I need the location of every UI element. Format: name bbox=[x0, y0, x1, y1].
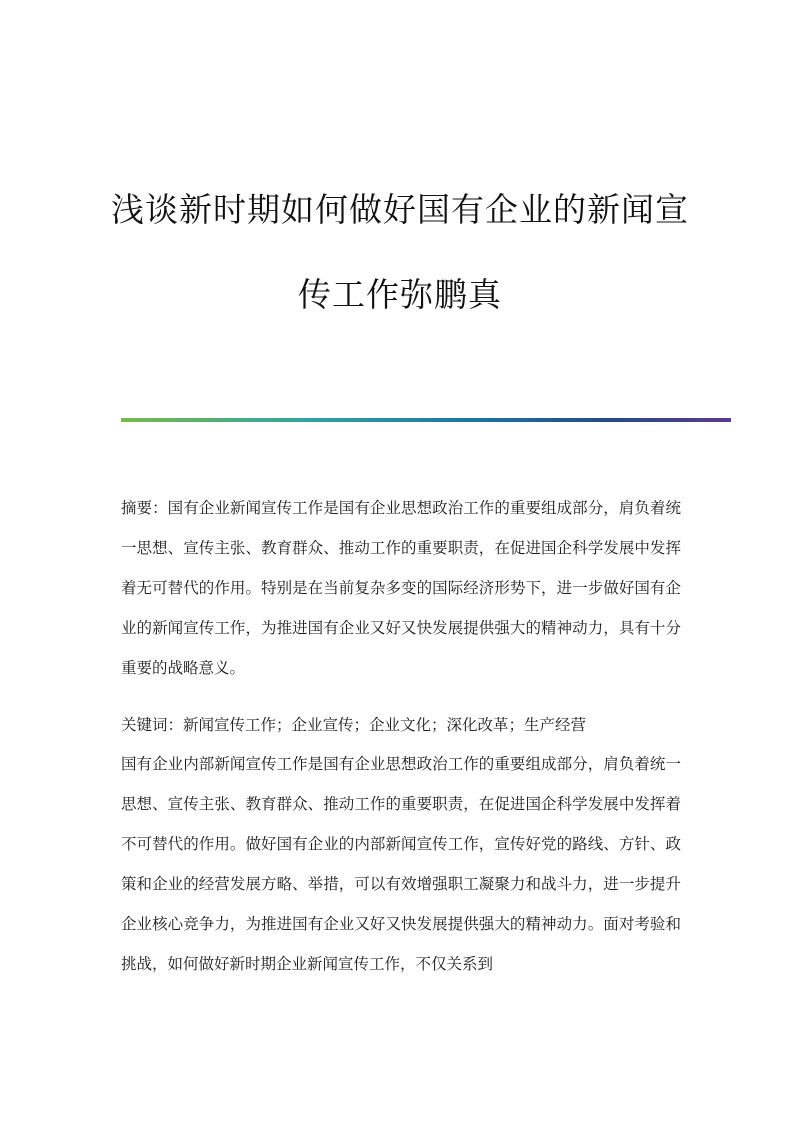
abstract-label: 摘要： bbox=[121, 499, 168, 517]
keywords-text: 新闻宣传工作；企业宣传；企业文化；深化改革；生产经营 bbox=[183, 716, 587, 734]
body-paragraph: 国有企业内部新闻宣传工作是国有企业思想政治工作的重要组成部分，肩负着统一思想、宣传主张、教育群众、推动工作的重要职责，在促进国企科学发展中发挥着不可替代的作用。做好国有企业的内部新闻宣传工作，宣传好党的路线、方针、政策和企业的经营发展方略、举措，可以有效增强职工凝聚力和战斗力，进一步提升企业核心竞争力，为推进国有企业又好又快发展提供强大的精神动力。面对考验和挑战，如何做好新时期企业新闻宣传工作，不仅关系到 bbox=[121, 755, 681, 973]
keywords-label: 关键词： bbox=[121, 716, 184, 734]
abstract-text: 国有企业新闻宣传工作是国有企业思想政治工作的重要组成部分，肩负着统一思想、宣传主张、教育群众、推动工作的重要职责，在促进国企科学发展中发挥着无可替代的作用。特别是在当前复杂多变的国际经济形势下，进一步做好国有企业的新闻宣传工作，为推进国有企业又好又快发展提供强大的精神动力，具有十分重要的战略意义。 bbox=[121, 499, 681, 677]
title-divider bbox=[121, 418, 731, 422]
abstract bbox=[121, 488, 681, 688]
document-title-line-1: 浅谈新时期如何做好国有企业的新闻宣 bbox=[111, 190, 689, 229]
document-title-line-2: 传工作弥鹏真 bbox=[298, 275, 502, 314]
keywords bbox=[121, 705, 681, 745]
